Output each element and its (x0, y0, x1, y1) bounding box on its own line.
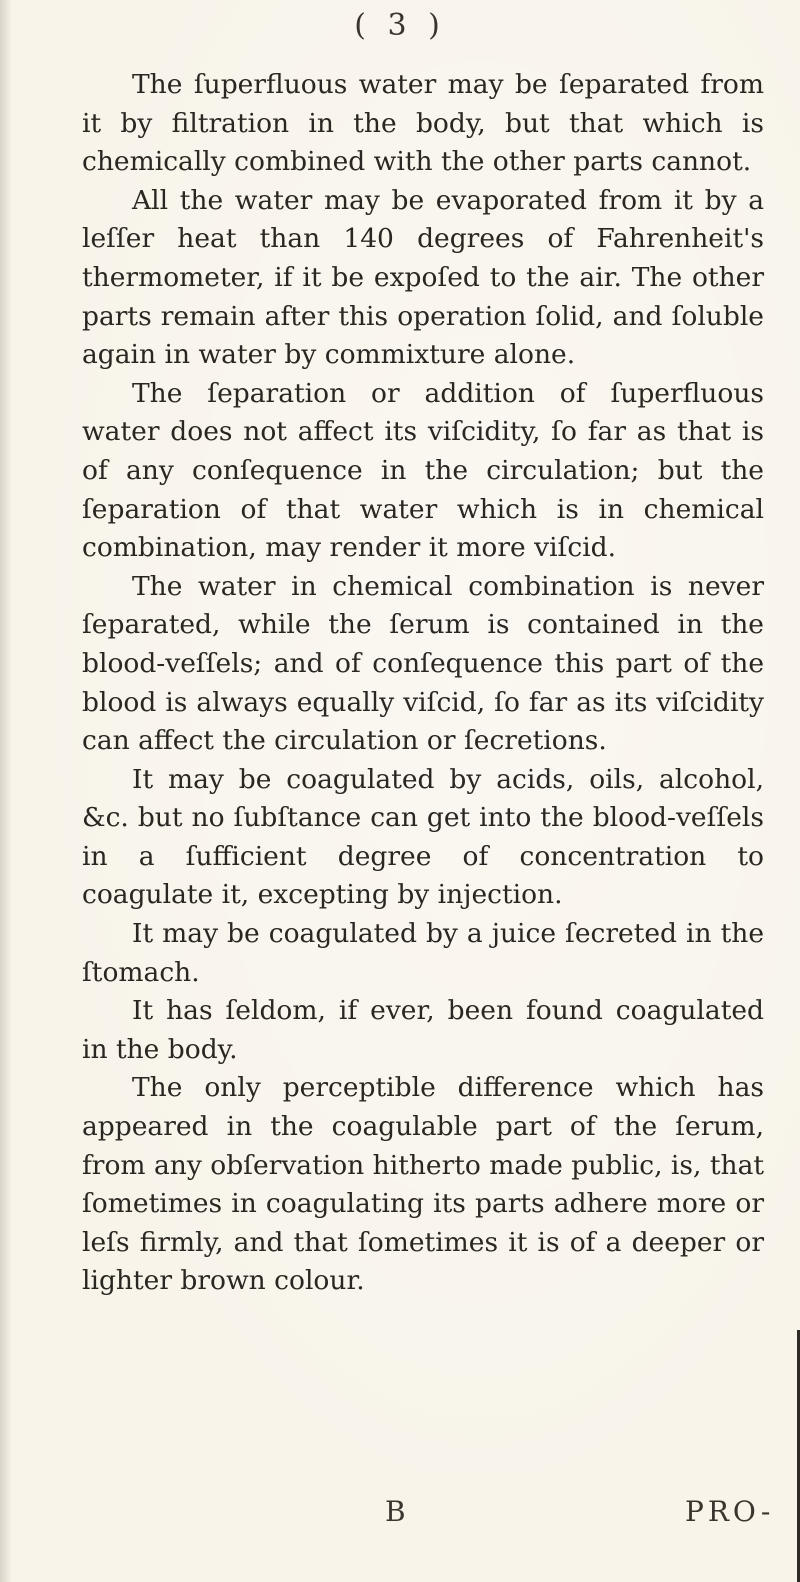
catchword: PRO- (685, 1495, 775, 1528)
paragraph: The water in chemical combination is never ſeparated, while the ſerum is contained in the blood-veſſels; and of conſequence this part of the blood is always equally viſcid, ſo far as its viſcidity can affect the circulation or ſecretions. (82, 570, 764, 757)
paragraph: The only perceptible difference which has appeared in the coagulable part of the ſerum, from any obſervation hitherto made public, is, that ſometimes in coagulating its parts adhere more or leſs firmly, and that ſometimes it is of a deeper or lighter brown colour. (82, 1072, 765, 1297)
paragraph: It has ſeldom, if ever, been found coagulated in the body. (82, 995, 764, 1065)
paragraph: It may be coagulated by acids, oils, alcohol, &c. but no ſubſtance can get into the blood-veſſels in a ſufficient degree of concentration to coagulate it, excepting by injection. (82, 763, 764, 911)
page-footer (0, 1495, 800, 1535)
body-text (82, 66, 764, 1301)
paragraph: All the water may be evaporated from it by a leſſer heat than 140 degrees of Fahrenheit's thermometer, if it be expoſed to the air. The other parts remain after this operation ſolid, and ſoluble again in water by commixture alone. (82, 184, 764, 371)
page-number: ( 3 ) (354, 8, 446, 43)
signature-mark: B (385, 1495, 406, 1528)
page-gutter-shadow (0, 0, 12, 1582)
paragraph: The ſeparation or addition of ſuperfluous water does not affect its viſcidity, ſo far as that is of any conſequence in the circulation; but the ſeparation of that water which is in chemical combination, may render it more viſcid. (82, 377, 764, 564)
paragraph: The ſuperfluous water may be ſeparated from it by filtration in the body, but that which is chemically combined with the other parts cannot. (82, 69, 764, 178)
paragraph: It may be coagulated by a juice ſecreted in the ſtomach. (82, 918, 764, 988)
